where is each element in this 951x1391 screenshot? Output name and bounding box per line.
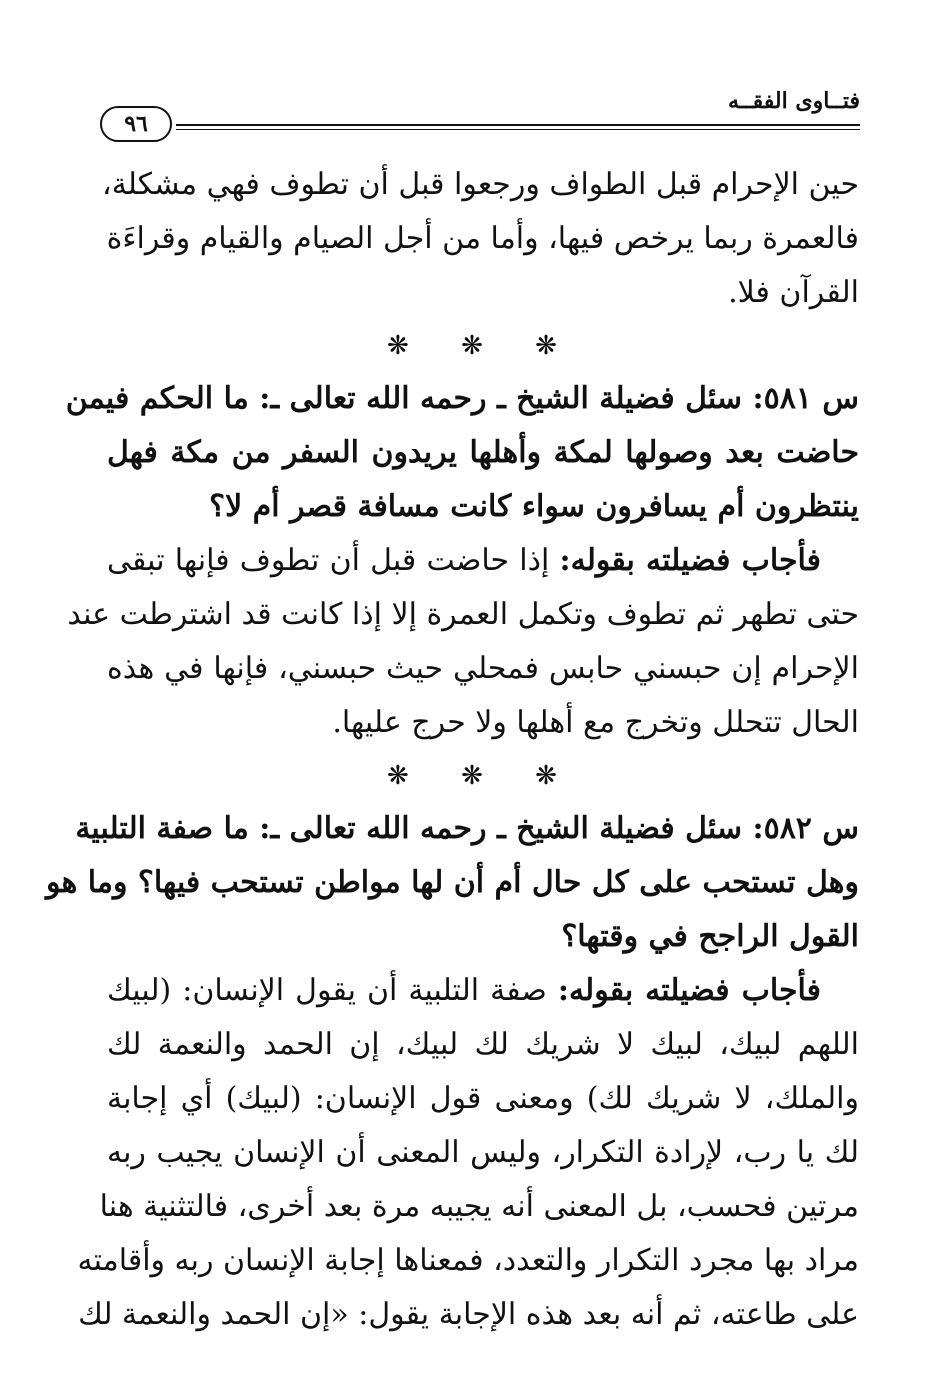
answer-first-line bbox=[107, 534, 859, 588]
question-581 bbox=[65, 372, 859, 534]
page-header bbox=[100, 88, 860, 148]
page-body bbox=[46, 158, 859, 1342]
header-rule bbox=[176, 124, 860, 126]
answer-line: الحال تتحلل وتخرج مع أهلها ولا حرج عليها. bbox=[332, 705, 859, 740]
running-title: فتــاوى الفقــه bbox=[727, 88, 860, 114]
question-582 bbox=[46, 802, 859, 964]
section-separator: ❋ ❋ ❋ bbox=[387, 761, 579, 791]
text-line: حين الإحرام قبل الطواف ورجعوا قبل أن تطوف فهي مشكلة، bbox=[102, 167, 859, 202]
question-line: س ٥٨٢: سئل فضيلة الشيخ ـ رحمه الله تعالى ـ: ما صفة التلبية bbox=[75, 811, 859, 846]
page-number: ٩٦ bbox=[100, 106, 172, 142]
text-line: القرآن فلا. bbox=[728, 275, 859, 310]
answer-line: لك يا رب، لإرادة التكرار، وليس المعنى أن الإنسان يجيب ربه bbox=[107, 1135, 859, 1170]
question-line: القول الراجح في وقتها؟ bbox=[561, 919, 859, 954]
answer-line: مراد بها مجرد التكرار والتعدد، فمعناها إجابة الإنسان ربه وأقامته bbox=[77, 1243, 859, 1278]
text-line: فالعمرة ربما يرخص فيها، وأما من أجل الصيام والقيام وقراءَة bbox=[106, 221, 859, 256]
answer-581 bbox=[67, 534, 859, 750]
answer-lead: فأجاب فضيلته بقوله: bbox=[559, 543, 821, 578]
section-separator: ❋ ❋ ❋ bbox=[387, 331, 579, 361]
question-line: حاضت بعد وصولها لمكة وأهلها يريدون السفر من مكة فهل bbox=[107, 435, 859, 470]
answer-text: صفة التلبية أن يقول الإنسان: (لبيك bbox=[107, 973, 558, 1008]
answer-line: مرتين فحسب، بل المعنى أنه يجيبه مرة بعد أخرى، فالتثنية هنا bbox=[99, 1189, 859, 1224]
answer-lead: فأجاب فضيلته بقوله: bbox=[557, 973, 821, 1008]
answer-line: على طاعته، ثم أنه بعد هذه الإجابة يقول: «إن الحمد والنعمة لك bbox=[78, 1297, 859, 1332]
answer-line: والملك، لا شريك لك) ومعنى قول الإنسان: (لبيك) أي إجابة bbox=[107, 1081, 859, 1116]
answer-line: الإحرام إن حبسني حابس فمحلي حيث حبسني، فإنها في هذه bbox=[107, 651, 859, 686]
question-line: س ٥٨١: سئل فضيلة الشيخ ـ رحمه الله تعالى ـ: ما الحكم فيمن bbox=[65, 381, 859, 416]
answer-first-line bbox=[107, 964, 859, 1018]
answer-text: إذا حاضت قبل أن تطوف فإنها تبقى bbox=[107, 543, 560, 578]
answer-line: حتى تطهر ثم تطوف وتكمل العمرة إلا إذا كانت قد اشترطت عند bbox=[67, 597, 859, 632]
question-line: وهل تستحب على كل حال أم أن لها مواطن تستحب فيها؟ وما هو bbox=[46, 865, 859, 900]
answer-line: اللهم لبيك، لبيك لا شريك لك لبيك، إن الحمد والنعمة لك bbox=[107, 1027, 859, 1062]
intro-paragraph bbox=[102, 158, 859, 320]
header-rule-thin bbox=[176, 129, 860, 130]
answer-582 bbox=[77, 964, 859, 1342]
question-line: ينتظرون أم يسافرون سواء كانت مسافة قصر أم لا؟ bbox=[209, 489, 859, 524]
